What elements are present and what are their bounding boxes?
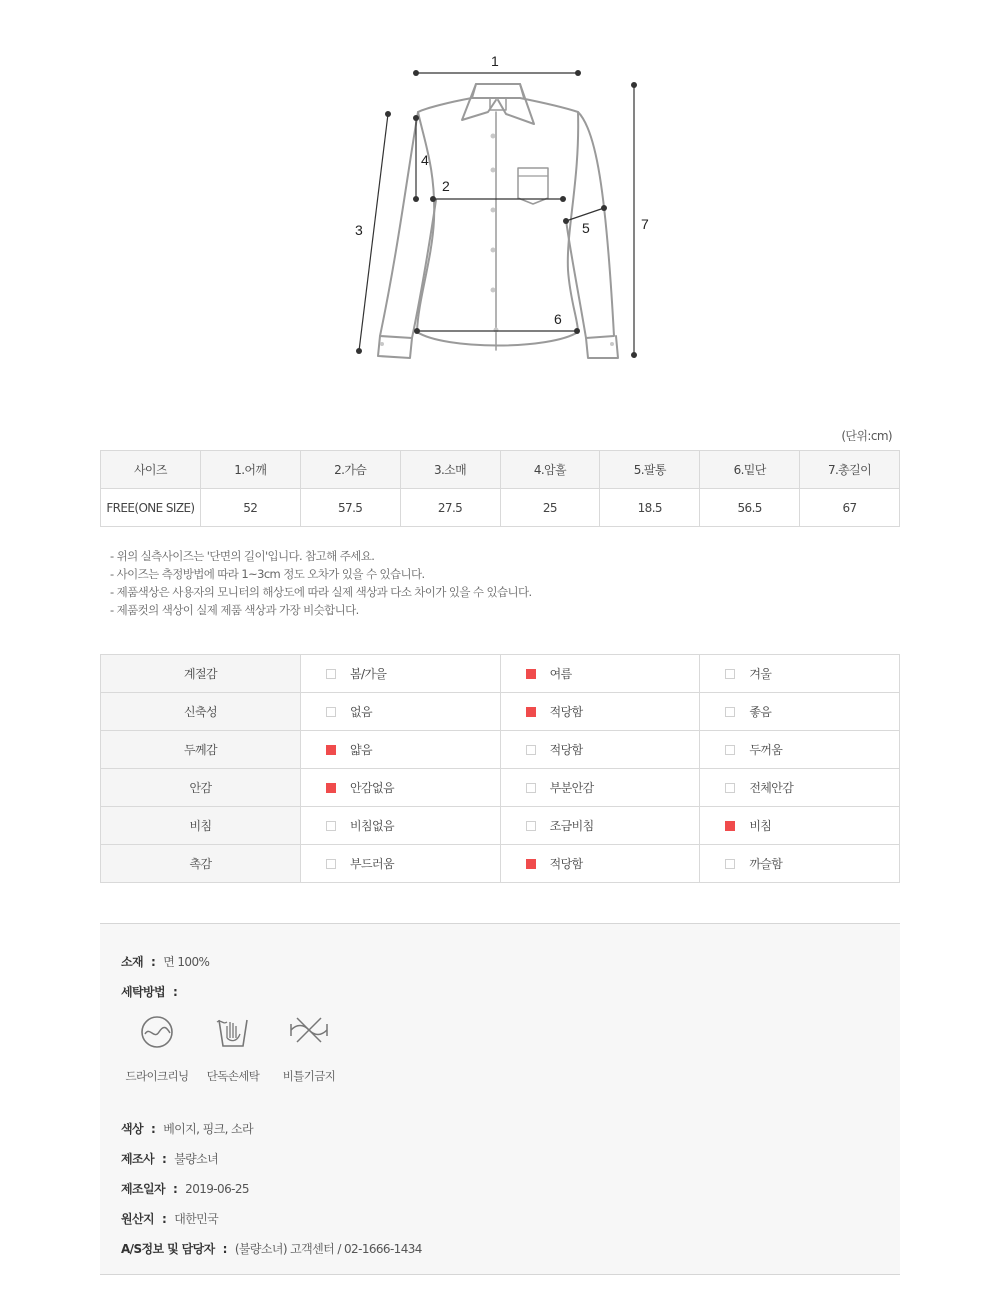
size-cell: 56.5 bbox=[700, 489, 800, 527]
shirt-illustration bbox=[0, 0, 1000, 400]
unchecked-box-icon bbox=[326, 707, 336, 717]
table-row bbox=[101, 769, 900, 807]
size-cell: 52 bbox=[200, 489, 300, 527]
size-header-cell: 1.어깨 bbox=[200, 451, 300, 489]
attribute-option bbox=[301, 807, 501, 845]
date-value: 2019-06-25 bbox=[185, 1182, 249, 1196]
attribute-option-label: 좋음 bbox=[749, 705, 772, 719]
attribute-option-label: 까슬함 bbox=[749, 857, 783, 871]
attribute-option bbox=[700, 731, 900, 769]
as-label: A/S정보 및 담당자 bbox=[121, 1242, 215, 1256]
attribute-table bbox=[100, 654, 900, 883]
material-line: 소재 : 면 100% bbox=[121, 955, 210, 969]
unchecked-box-icon bbox=[725, 707, 735, 717]
unchecked-box-icon bbox=[725, 783, 735, 793]
size-cell: 57.5 bbox=[300, 489, 400, 527]
unchecked-box-icon bbox=[526, 783, 536, 793]
size-header-cell: 사이즈 bbox=[101, 451, 201, 489]
size-notes bbox=[110, 547, 532, 619]
size-cell: FREE(ONE SIZE) bbox=[101, 489, 201, 527]
attribute-option-label: 얇음 bbox=[350, 743, 372, 757]
table-row bbox=[101, 807, 900, 845]
washing-label: 세탁방법 bbox=[121, 985, 165, 999]
attribute-option-label: 봄/가을 bbox=[350, 667, 387, 681]
size-cell: 18.5 bbox=[600, 489, 700, 527]
origin-line: 원산지 : 대한민국 bbox=[121, 1212, 219, 1226]
measure-label-6: 6 bbox=[554, 311, 562, 327]
attribute-name: 안감 bbox=[101, 769, 301, 807]
attribute-name: 촉감 bbox=[101, 845, 301, 883]
size-header-cell: 4.암홀 bbox=[500, 451, 600, 489]
size-header-cell: 5.팔통 bbox=[600, 451, 700, 489]
size-cell: 67 bbox=[800, 489, 900, 527]
attribute-option-label: 부분안감 bbox=[549, 781, 594, 795]
size-cell: 27.5 bbox=[400, 489, 500, 527]
table-row bbox=[101, 693, 900, 731]
hand-wash-icon bbox=[213, 1010, 253, 1050]
attribute-option bbox=[500, 731, 700, 769]
maker-label: 제조사 bbox=[121, 1152, 154, 1166]
measure-label-3: 3 bbox=[355, 222, 363, 238]
attribute-option bbox=[700, 693, 900, 731]
note-item: - 제품컷의 색상이 실제 제품 색상과 가장 비슷합니다. bbox=[110, 603, 359, 617]
color-label: 색상 bbox=[121, 1122, 143, 1136]
table-row bbox=[101, 731, 900, 769]
measurement-diagram bbox=[0, 0, 1000, 400]
wash-label: 단독손세탁 bbox=[206, 1069, 260, 1083]
attribute-option bbox=[700, 845, 900, 883]
wash-label: 드라이크리닝 bbox=[125, 1069, 189, 1083]
dry-clean-icon bbox=[137, 1010, 177, 1050]
attribute-option bbox=[500, 845, 700, 883]
size-cell: 25 bbox=[500, 489, 600, 527]
measure-label-1: 1 bbox=[491, 53, 499, 69]
attribute-option bbox=[500, 807, 700, 845]
attribute-option-label: 적당함 bbox=[549, 705, 583, 719]
attribute-option bbox=[301, 731, 501, 769]
no-wring-icon bbox=[289, 1010, 329, 1050]
size-header-cell: 3.소매 bbox=[400, 451, 500, 489]
attribute-option bbox=[500, 655, 700, 693]
table-row bbox=[101, 489, 900, 527]
note-item: - 위의 실측사이즈는 '단면의 길이'입니다. 참고해 주세요. bbox=[110, 549, 375, 563]
measure-label-7: 7 bbox=[641, 216, 649, 232]
product-info-panel bbox=[100, 923, 900, 1275]
as-line: A/S정보 및 담당자 : (불량소녀) 고객센터 / 02-1666-1434 bbox=[121, 1242, 422, 1256]
note-item: - 제품색상은 사용자의 모니터의 해상도에 따라 실제 색상과 다소 차이가 있을 수 있습니다. bbox=[110, 585, 532, 599]
table-row bbox=[101, 655, 900, 693]
size-header-cell: 2.가슴 bbox=[300, 451, 400, 489]
unchecked-box-icon bbox=[725, 745, 735, 755]
size-header-cell: 7.총길이 bbox=[800, 451, 900, 489]
checked-box-icon bbox=[526, 707, 536, 717]
material-label: 소재 bbox=[121, 955, 143, 969]
attribute-name: 계절감 bbox=[101, 655, 301, 693]
checked-box-icon bbox=[526, 859, 536, 869]
attribute-option bbox=[700, 807, 900, 845]
attribute-option bbox=[301, 655, 501, 693]
attribute-name: 두께감 bbox=[101, 731, 301, 769]
wash-item-hand-wash bbox=[198, 1010, 268, 1084]
size-header-cell: 6.밑단 bbox=[700, 451, 800, 489]
measure-label-4: 4 bbox=[421, 152, 429, 168]
origin-value: 대한민국 bbox=[174, 1212, 219, 1226]
attribute-name: 신축성 bbox=[101, 693, 301, 731]
unchecked-box-icon bbox=[526, 745, 536, 755]
attribute-option bbox=[500, 769, 700, 807]
size-table bbox=[100, 450, 900, 527]
attribute-option-label: 적당함 bbox=[549, 857, 583, 871]
wash-item-no-wring bbox=[274, 1010, 344, 1084]
unchecked-box-icon bbox=[326, 859, 336, 869]
measure-label-5: 5 bbox=[582, 220, 590, 236]
attribute-option-label: 비침없음 bbox=[350, 819, 394, 833]
unchecked-box-icon bbox=[326, 669, 336, 679]
attribute-option-label: 적당함 bbox=[549, 743, 583, 757]
as-value: (불량소녀) 고객센터 / 02-1666-1434 bbox=[234, 1242, 422, 1256]
wash-label: 비틀기금지 bbox=[282, 1069, 336, 1083]
attribute-name: 비침 bbox=[101, 807, 301, 845]
attribute-option bbox=[301, 845, 501, 883]
attribute-option-label: 조금비침 bbox=[549, 819, 594, 833]
unchecked-box-icon bbox=[526, 821, 536, 831]
checked-box-icon bbox=[326, 783, 336, 793]
measure-label-2: 2 bbox=[442, 178, 450, 194]
attribute-option bbox=[301, 769, 501, 807]
attribute-option-label: 전체안감 bbox=[749, 781, 794, 795]
attribute-option-label: 없음 bbox=[350, 705, 372, 719]
origin-label: 원산지 bbox=[121, 1212, 154, 1226]
checked-box-icon bbox=[725, 821, 735, 831]
attribute-option-label: 겨울 bbox=[749, 667, 772, 681]
unit-label: (단위:cm) bbox=[841, 429, 892, 443]
date-label: 제조일자 bbox=[121, 1182, 165, 1196]
wash-item-dry-clean bbox=[122, 1010, 192, 1084]
unchecked-box-icon bbox=[725, 859, 735, 869]
attribute-option bbox=[500, 693, 700, 731]
attribute-option-label: 여름 bbox=[549, 667, 572, 681]
checked-box-icon bbox=[526, 669, 536, 679]
maker-line: 제조사 : 불량소녀 bbox=[121, 1152, 219, 1166]
unchecked-box-icon bbox=[326, 821, 336, 831]
attribute-option-label: 안감없음 bbox=[350, 781, 394, 795]
checked-box-icon bbox=[326, 745, 336, 755]
unchecked-box-icon bbox=[725, 669, 735, 679]
attribute-option bbox=[700, 769, 900, 807]
maker-value: 불량소녀 bbox=[174, 1152, 219, 1166]
color-value: 베이지, 핑크, 소라 bbox=[163, 1122, 253, 1136]
note-item: - 사이즈는 측정방법에 따라 1~3cm 정도 오차가 있을 수 있습니다. bbox=[110, 567, 425, 581]
washing-line: 세탁방법 : bbox=[121, 985, 178, 999]
size-table-header-row bbox=[101, 451, 900, 489]
attribute-option bbox=[700, 655, 900, 693]
attribute-option bbox=[301, 693, 501, 731]
color-line: 색상 : 베이지, 핑크, 소라 bbox=[121, 1122, 253, 1136]
attribute-option-label: 비침 bbox=[749, 819, 772, 833]
date-line: 제조일자 : 2019-06-25 bbox=[121, 1182, 249, 1196]
attribute-option-label: 부드러움 bbox=[350, 857, 394, 871]
material-value: 면 100% bbox=[163, 955, 210, 969]
table-row bbox=[101, 845, 900, 883]
attribute-option-label: 두꺼움 bbox=[749, 743, 783, 757]
